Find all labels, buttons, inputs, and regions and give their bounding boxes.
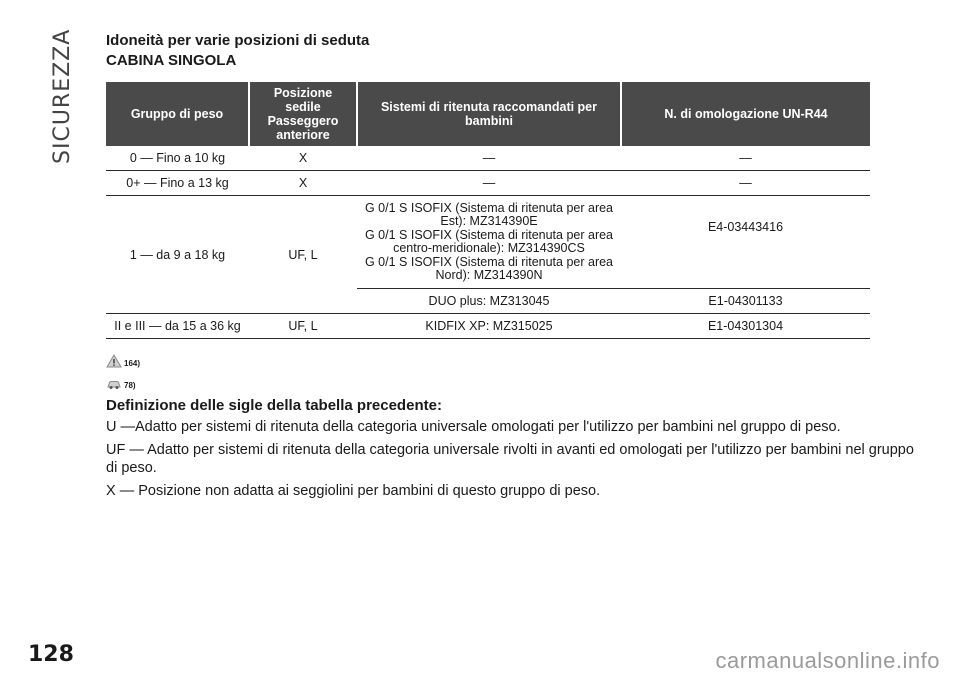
- table-row: [106, 314, 870, 339]
- definitions-heading: Definizione delle sigle della tabella precedente:: [106, 397, 442, 414]
- restraint-system: —: [357, 171, 621, 196]
- restraint-system-list: [357, 196, 621, 289]
- weight-group: 0 — Fino a 10 kg: [106, 146, 249, 171]
- restraint-system: —: [357, 146, 621, 171]
- approval-number: —: [621, 146, 870, 171]
- page-number: 128: [28, 642, 74, 667]
- note-number: 164): [124, 359, 141, 368]
- weight-group: II e III — da 15 a 36 kg: [106, 314, 249, 339]
- warning-triangle-icon: [106, 354, 122, 368]
- approval-number: E1-04301133: [621, 289, 870, 314]
- definition-x: X — Posizione non adatta ai seggiolini per bambini di questo gruppo di peso.: [106, 483, 601, 499]
- approval-number: E1-04301304: [621, 314, 870, 339]
- header-weight-group: Gruppo di peso: [106, 82, 249, 146]
- note-reference[interactable]: [106, 350, 140, 368]
- note-references: [106, 350, 140, 394]
- header-seat-position: Posizione sedile Passeggero anteriore: [249, 82, 357, 146]
- page-heading: Idoneità per varie posizioni di seduta: [106, 32, 370, 49]
- seat-position: X: [249, 171, 357, 196]
- table-row: [106, 146, 870, 171]
- suitability-table: [106, 82, 870, 339]
- definition-uf: UF — Adatto per sistemi di ritenuta della categoria universale rivolti in avanti ed omologati per l'utilizzo per bambini nel gruppo di peso.: [106, 442, 914, 476]
- approval-number: E4-03443416: [621, 196, 870, 289]
- restraint-system: KIDFIX XP: MZ315025: [357, 314, 621, 339]
- seat-position: UF, L: [249, 196, 357, 314]
- table-row: [106, 171, 870, 196]
- table-header-row: [106, 82, 870, 146]
- note-reference[interactable]: [106, 372, 140, 390]
- seat-position: X: [249, 146, 357, 171]
- header-restraint-systems: Sistemi di ritenuta raccomandati per bambini: [357, 82, 621, 146]
- note-number: 78): [124, 381, 136, 390]
- restraint-system: G 0/1 S ISOFIX (Sistema di ritenuta per area centro-meridionale): MZ314390CS: [364, 227, 614, 255]
- car-info-icon: [106, 376, 122, 390]
- restraint-system: G 0/1 S ISOFIX (Sistema di ritenuta per area Nord): MZ314390N: [364, 254, 614, 282]
- seat-position: UF, L: [249, 314, 357, 339]
- restraint-system: DUO plus: MZ313045: [357, 289, 621, 314]
- weight-group: 1 — da 9 a 18 kg: [106, 196, 249, 314]
- weight-group: 0+ — Fino a 13 kg: [106, 171, 249, 196]
- definition-u: U —Adatto per sistemi di ritenuta della categoria universale omologati per l'utilizzo per bambini nel gruppo di peso.: [106, 419, 841, 435]
- table-row: [106, 196, 870, 289]
- page-subheading: CABINA SINGOLA: [106, 52, 237, 69]
- approval-number: —: [621, 171, 870, 196]
- section-label: SICUREZZA: [50, 28, 75, 164]
- header-approval-number: N. di omologazione UN-R44: [664, 107, 828, 121]
- restraint-system: G 0/1 S ISOFIX (Sistema di ritenuta per area Est): MZ314390E: [364, 200, 614, 228]
- watermark: carmanualsonline.info: [715, 648, 940, 673]
